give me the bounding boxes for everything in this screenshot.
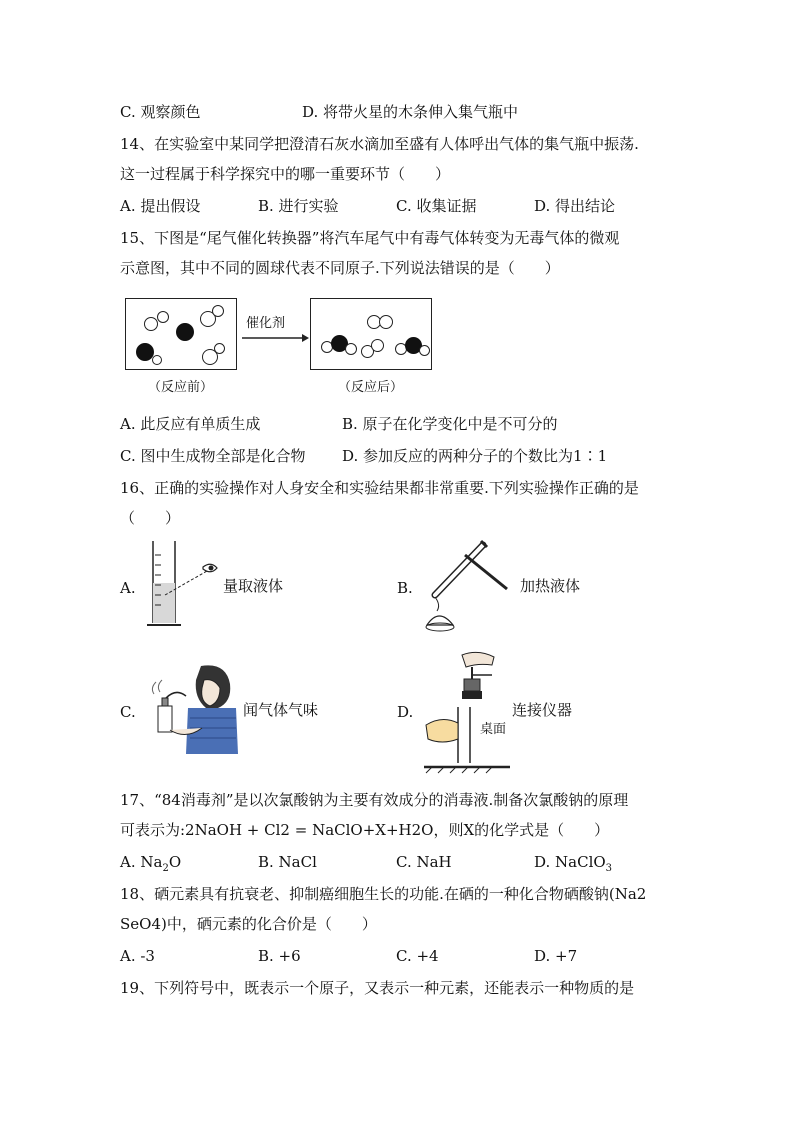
white-atom: [144, 317, 158, 331]
q16-stem-line2: （ ）: [120, 509, 181, 527]
black-atom: [176, 323, 194, 341]
q17-option-a-subscript: 2: [162, 863, 169, 874]
q15-option-d: D. 参加反应的两种分子的个数比为1∶1: [342, 447, 608, 465]
q17-option-d: [534, 852, 612, 879]
q19-stem-line1: 19、下列符号中，既表示一个原子，又表示一种元素，还能表示一种物质的是: [120, 979, 635, 997]
after-caption: （反应后）: [338, 380, 404, 395]
reaction-arrow: [240, 332, 310, 344]
white-atom: [157, 311, 169, 323]
q14-option-c: C. 收集证据: [396, 197, 477, 215]
connecting-apparatus-illustration: [422, 645, 512, 770]
q17-option-a-text: A. Na: [120, 853, 163, 871]
q18-stem-line2: SeO4)中，硒元素的化合价是（ ）: [120, 915, 377, 933]
white-atom: [345, 343, 357, 355]
q18-option-b: B. +6: [258, 947, 301, 965]
q16-option-b-letter: B.: [397, 579, 413, 597]
q17-option-a-text-end: O: [168, 853, 182, 871]
white-atom: [152, 355, 162, 365]
q17-option-b: B. NaCl: [258, 853, 317, 871]
smelling-gas-illustration: [146, 658, 241, 758]
q16-stem-line1: 16、正确的实验操作对人身安全和实验结果都非常重要.下列实验操作正确的是: [120, 479, 639, 497]
white-atom: [379, 315, 393, 329]
q17-stem-line2: 可表示为:2NaOH + Cl2 = NaClO+X+H2O，则X的化学式是（ ）: [120, 821, 610, 839]
q16-option-d-letter: D.: [397, 703, 414, 721]
white-atom: [212, 305, 224, 317]
q18-stem-line1: 18、硒元素具有抗衰老、抑制癌细胞生长的功能.在硒的一种化合物硒酸钠(Na2: [120, 885, 647, 903]
q15-option-c: C. 图中生成物全部是化合物: [120, 447, 306, 465]
white-atom: [371, 339, 384, 352]
q16-option-b-label: 加热液体: [520, 577, 581, 595]
q13-option-c: C. 观察颜色: [120, 103, 201, 121]
q14-option-a: A. 提出假设: [120, 197, 201, 215]
before-reaction-box: [125, 298, 237, 370]
q14-option-d: D. 得出结论: [534, 197, 616, 215]
table-surface-label: 桌面: [480, 722, 507, 737]
white-atom: [419, 345, 430, 356]
q16-option-c-label: 闻气体气味: [243, 701, 319, 719]
q17-option-a: [120, 852, 181, 879]
q13-option-d: D. 将带火星的木条伸入集气瓶中: [302, 103, 519, 121]
q15-stem-line1: 15、下图是“尾气催化转换器”将汽车尾气中有毒气体转变为无毒气体的微观: [120, 229, 620, 247]
heating-liquid-illustration: [425, 535, 520, 635]
q18-option-d: D. +7: [534, 947, 578, 965]
q16-option-d-label: 连接仪器: [512, 701, 573, 719]
q14-stem-line2: 这一过程属于科学探究中的哪一重要环节（ ）: [120, 165, 451, 183]
measuring-cylinder-illustration: [145, 535, 225, 635]
q15-option-b: B. 原子在化学变化中是不可分的: [342, 415, 558, 433]
q17-stem-line1: 17、“84消毒剂”是以次氯酸钠为主要有效成分的消毒液.制备次氯酸钠的原理: [120, 791, 629, 809]
q16-option-a-letter: A.: [120, 579, 136, 597]
q16-option-a-label: 量取液体: [223, 577, 284, 595]
q18-option-a: A. -3: [120, 947, 155, 965]
q15-stem-line2: 示意图，其中不同的圆球代表不同原子.下列说法错误的是（ ）: [120, 259, 560, 277]
catalyst-label: 催化剂: [246, 316, 286, 331]
q15-option-a: A. 此反应有单质生成: [120, 415, 261, 433]
q14-option-b: B. 进行实验: [258, 197, 339, 215]
after-reaction-box: [310, 298, 432, 370]
q17-option-c: C. NaH: [396, 853, 452, 871]
q14-stem-line1: 14、在实验室中某同学把澄清石灰水滴加至盛有人体呼出气体的集气瓶中振荡.: [120, 135, 639, 153]
q17-option-d-text: D. NaClO: [534, 853, 606, 871]
before-caption: （反应前）: [148, 380, 214, 395]
q17-option-d-subscript: 3: [605, 863, 613, 874]
q18-option-c: C. +4: [396, 947, 439, 965]
white-atom: [214, 343, 225, 354]
q16-option-c-letter: C.: [120, 703, 136, 721]
